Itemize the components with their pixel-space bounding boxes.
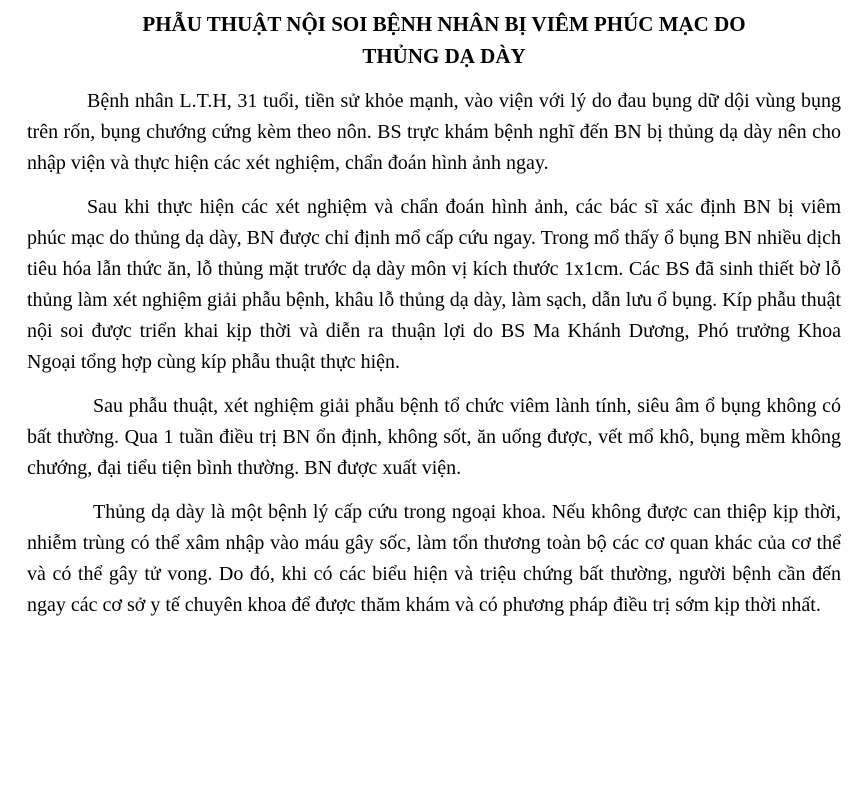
title-line-1: PHẪU THUẬT NỘI SOI BỆNH NHÂN BỊ VIÊM PHÚC MẠC DO bbox=[142, 12, 746, 36]
title-line-2: THỦNG DẠ DÀY bbox=[362, 44, 526, 68]
paragraph-3: Sau phẫu thuật, xét nghiệm giải phẫu bệnh tổ chức viêm lành tính, siêu âm ổ bụng không có bất thường. Qua 1 tuần điều trị BN ổn định, không sốt, ăn uống được, vết mổ khô, bụng mềm không chướng, đại tiểu tiện bình thường. BN được xuất viện. bbox=[27, 395, 841, 479]
page-title bbox=[27, 8, 841, 72]
paragraph-1: Bệnh nhân L.T.H, 31 tuổi, tiền sử khỏe mạnh, vào viện với lý do đau bụng dữ dội vùng bụng trên rốn, bụng chướng cứng kèm theo nôn. BS trực khám bệnh nghĩ đến BN bị thủng dạ dày nên cho nhập viện và thực hiện các xét nghiệm, chẩn đoán hình ảnh ngay. bbox=[27, 90, 841, 174]
paragraph-2: Sau khi thực hiện các xét nghiệm và chẩn đoán hình ảnh, các bác sĩ xác định BN bị viêm phúc mạc do thủng dạ dày, BN được chỉ định mổ cấp cứu ngay. Trong mổ thấy ổ bụng BN nhiều dịch tiêu hóa lẫn thức ăn, lỗ thủng mặt trước dạ dày môn vị kích thước 1x1cm. Các BS đã sinh thiết bờ lỗ thủng làm xét nghiệm giải phẫu bệnh, khâu lỗ thủng dạ dày, làm sạch, dẫn lưu ổ bụng. Kíp phẫu thuật nội soi được triển khai kịp thời và diễn ra thuận lợi do BS Ma Khánh Dương, Phó trưởng Khoa Ngoại tổng hợp cùng kíp phẫu thuật thực hiện. bbox=[27, 196, 841, 373]
document-page bbox=[27, 8, 841, 621]
paragraph-4: Thủng dạ dày là một bệnh lý cấp cứu trong ngoại khoa. Nếu không được can thiệp kịp thời, nhiễm trùng có thể xâm nhập vào máu gây sốc, làm tổn thương toàn bộ các cơ quan khác của cơ thể và có thể gây tử vong. Do đó, khi có các biểu hiện và triệu chứng bất thường, người bệnh cần đến ngay các cơ sở y tế chuyên khoa để được thăm khám và có phương pháp điều trị sớm kịp thời nhất. bbox=[27, 501, 841, 616]
